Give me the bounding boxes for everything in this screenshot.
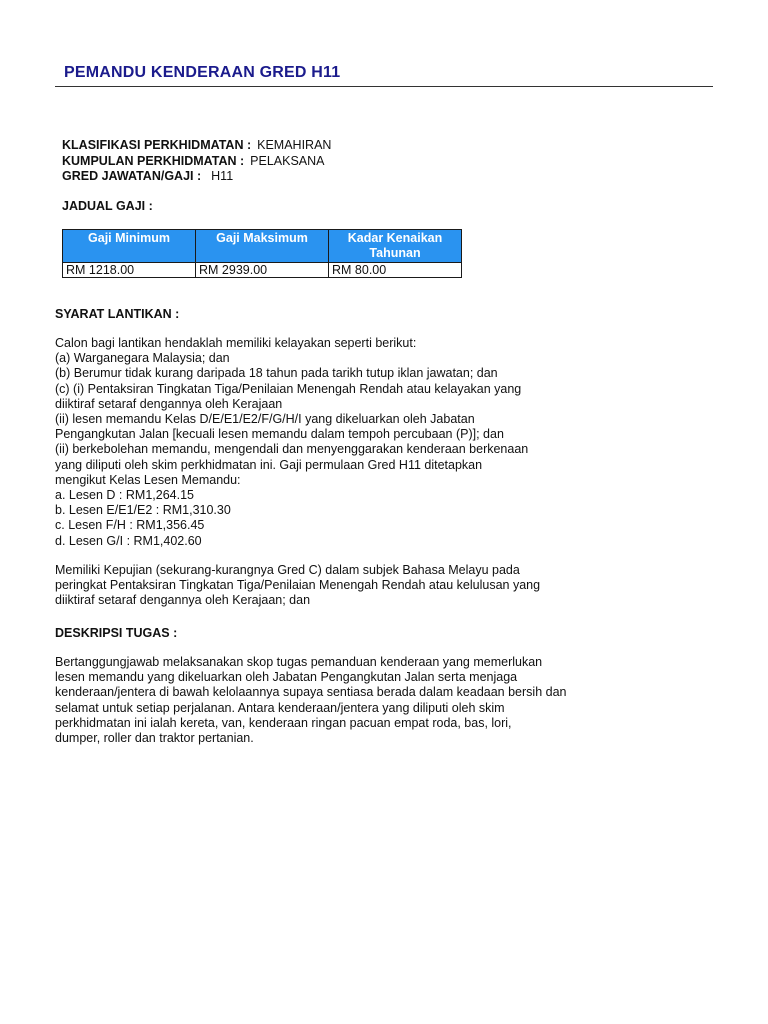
klasifikasi-label: KLASIFIKASI PERKHIDMATAN : (62, 138, 252, 152)
deskripsi-heading: DESKRIPSI TUGAS : (55, 626, 178, 640)
deskripsi-line: perkhidmatan ini ialah kereta, van, kenderaan ringan pacuan empat roda, bas, lori, (55, 715, 512, 730)
syarat-line: diiktiraf setaraf dengannya oleh Kerajaan (55, 396, 283, 411)
deskripsi-line: Bertanggungjawab melaksanakan skop tugas pemanduan kenderaan yang memerlukan (55, 655, 543, 669)
deskripsi-line: kenderaan/jentera di bawah kelolaannya supaya sentiasa berada dalam keadaan bersih dan (55, 685, 567, 700)
kepujian-line: peringkat Pentaksiran Tingkatan Tiga/Penilaian Menengah Rendah atau kelulusan yang (55, 578, 541, 593)
salary-table (62, 229, 462, 278)
kepujian-line: diiktiraf setaraf dengannya oleh Kerajaan; dan (55, 593, 311, 608)
header-kadar-kenaikan: Kadar Kenaikan Tahunan (329, 230, 462, 263)
header-gaji-maksimum: Gaji Maksimum (196, 230, 329, 263)
table-row (63, 263, 462, 278)
syarat-line: mengikut Kelas Lesen Memandu: (55, 472, 241, 487)
gred-value: H11 (211, 169, 234, 183)
klasifikasi-value: KEMAHIRAN (257, 138, 332, 152)
deskripsi-line: lesen memandu yang dikeluarkan oleh Jabatan Pengangkutan Jalan serta menjaga (55, 670, 518, 685)
syarat-line: d. Lesen G/I : RM1,402.60 (55, 533, 202, 548)
syarat-heading: SYARAT LANTIKAN : (55, 307, 180, 321)
gred-label: GRED JAWATAN/GAJI : (62, 169, 202, 183)
syarat-paragraph (55, 336, 615, 549)
title-divider (55, 86, 713, 87)
syarat-line: a. Lesen D : RM1,264.15 (55, 488, 194, 503)
job-meta (62, 138, 331, 185)
kepujian-line: Memiliki Kepujian (sekurang-kurangnya Gred C) dalam subjek Bahasa Melayu pada (55, 563, 520, 577)
cell-gaji-minimum: RM 1218.00 (63, 263, 196, 278)
deskripsi-line: selamat untuk setiap perjalanan. Antara kenderaan/jentera yang diliputi oleh skim (55, 700, 505, 715)
syarat-line: (c) (i) Pentaksiran Tingkatan Tiga/Penilaian Menengah Rendah atau kelayakan yang (55, 381, 522, 396)
syarat-line: yang diliputi oleh skim perkhidmatan ini. Gaji permulaan Gred H11 ditetapkan (55, 457, 483, 472)
kepujian-paragraph (55, 563, 615, 609)
syarat-line: b. Lesen E/E1/E2 : RM1,310.30 (55, 503, 231, 518)
klasifikasi-row (62, 138, 331, 154)
header-gaji-minimum: Gaji Minimum (63, 230, 196, 263)
syarat-line: (b) Berumur tidak kurang daripada 18 tahun pada tarikh tutup iklan jawatan; dan (55, 366, 498, 381)
gred-row (62, 169, 331, 185)
deskripsi-paragraph (55, 655, 615, 746)
deskripsi-line: dumper, roller dan traktor pertanian. (55, 731, 254, 746)
syarat-line: c. Lesen F/H : RM1,356.45 (55, 518, 205, 533)
kumpulan-value: PELAKSANA (250, 153, 325, 168)
cell-kadar-kenaikan: RM 80.00 (329, 263, 462, 278)
syarat-line: (ii) berkebolehan memandu, mengendali dan menyenggarakan kenderaan berkenaan (55, 442, 529, 457)
kumpulan-label: KUMPULAN PERKHIDMATAN : (62, 153, 245, 168)
cell-gaji-maksimum: RM 2939.00 (196, 263, 329, 278)
syarat-line: Calon bagi lantikan hendaklah memiliki kelayakan seperti berikut: (55, 336, 417, 350)
jadual-gaji-label: JADUAL GAJI : (62, 199, 153, 213)
syarat-line: (ii) lesen memandu Kelas D/E/E1/E2/F/G/H/I yang dikeluarkan oleh Jabatan (55, 412, 475, 427)
syarat-line: Pengangkutan Jalan [kecuali lesen memandu dalam tempoh percubaan (P)]; dan (55, 427, 504, 442)
salary-table-header (63, 230, 462, 263)
syarat-line: (a) Warganegara Malaysia; dan (55, 351, 230, 366)
page-title: PEMANDU KENDERAAN GRED H11 (64, 64, 341, 81)
kumpulan-row (62, 154, 331, 170)
